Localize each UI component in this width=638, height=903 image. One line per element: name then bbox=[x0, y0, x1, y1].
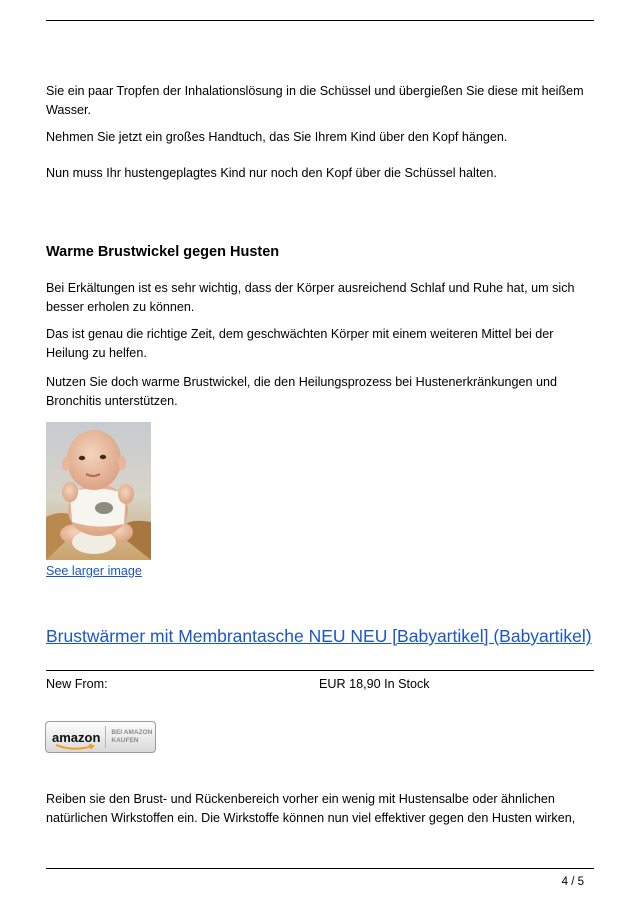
header-rule bbox=[46, 20, 594, 21]
new-from-label: New From: bbox=[46, 677, 108, 691]
section-heading: Warme Brustwickel gegen Husten bbox=[46, 244, 280, 260]
section-paragraph-2: Das ist genau die richtige Zeit, dem geschwächten Körper mit einem weiteren Mittel bei der Heilung zu helfen. bbox=[46, 327, 554, 360]
amazon-logo-text: amazon bbox=[52, 729, 101, 745]
product-photo[interactable] bbox=[46, 422, 151, 560]
amazon-button-divider bbox=[105, 726, 106, 748]
amazon-button-label: BEI AMAZON KAUFEN bbox=[111, 729, 153, 744]
see-larger-image-link[interactable]: See larger image bbox=[46, 564, 142, 578]
price-value: EUR 18,90 In Stock bbox=[319, 677, 430, 691]
amazon-logo bbox=[52, 730, 100, 745]
buy-at-amazon-button[interactable] bbox=[45, 721, 156, 753]
amazon-smile-icon bbox=[54, 744, 98, 751]
product-title-rule bbox=[46, 670, 594, 671]
section-paragraph-3: Nutzen Sie doch warme Brustwickel, die den Heilungsprozess bei Hustenerkränkungen und Bronchitis unterstützen. bbox=[46, 375, 558, 408]
footer-rule bbox=[46, 868, 594, 869]
intro-paragraph-1: Sie ein paar Tropfen der Inhalationslösung in die Schüssel und übergießen Sie diese mit heißem Wasser. bbox=[46, 84, 584, 117]
baby-photo-image bbox=[46, 422, 151, 560]
section-paragraph-1: Bei Erkältungen ist es sehr wichtig, dass der Körper ausreichend Schlaf und Ruhe hat, um sich besser erholen zu können. bbox=[46, 281, 575, 314]
outro-paragraph-1: Reiben sie den Brust- und Rückenbereich vorher ein wenig mit Hustensalbe oder ähnlichen natürlichen Wirkstoffen ein. Die Wirkstoffe können nun viel effektiver gegen den Husten wirken, bbox=[46, 792, 576, 825]
intro-paragraph-3: Nun muss Ihr hustengeplagtes Kind nur noch den Kopf über die Schüssel halten. bbox=[46, 166, 497, 180]
product-title-link[interactable]: Brustwärmer mit Membrantasche NEU NEU [Babyartikel] (Babyartikel) bbox=[46, 626, 592, 646]
intro-paragraph-2: Nehmen Sie jetzt ein großes Handtuch, das Sie Ihrem Kind über den Kopf hängen. bbox=[46, 130, 508, 144]
page-number: 4 / 5 bbox=[561, 876, 584, 888]
